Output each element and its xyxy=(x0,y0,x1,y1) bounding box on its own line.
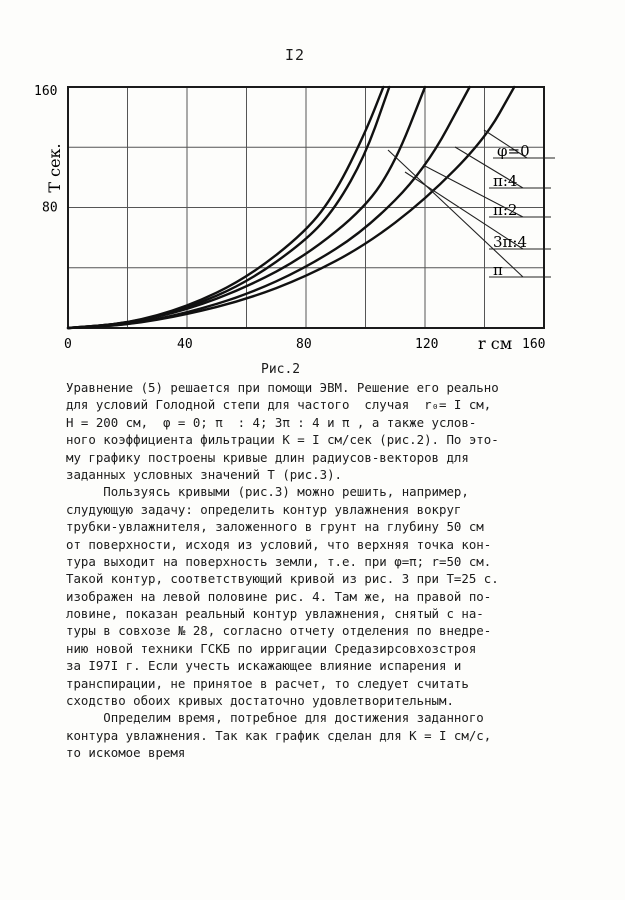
text-line: ловине, показан реальный контур увлажнения, снятый с на- xyxy=(66,606,484,622)
curve-label: π:2 xyxy=(493,201,518,219)
y-tick-label: 80 xyxy=(42,200,58,216)
text-line: трубки-увлажнителя, заложенного в грунт на глубину 50 см xyxy=(66,519,484,535)
curve-label: π xyxy=(493,261,503,279)
x-tick-labels xyxy=(64,337,545,352)
x-tick-label: 80 xyxy=(296,337,312,352)
text-line: контура увлажнения. Так как график сделан для К = I см/с, xyxy=(66,727,492,743)
text-line: для условий Голодной степи для частого случая r₀= I см, xyxy=(66,397,492,413)
text-line: за I97I г. Если учесть искажающее влияние испарения и xyxy=(66,658,462,674)
text-line: Уравнение (5) решается при помощи ЭВМ. Решение его реально xyxy=(66,380,499,395)
x-tick-label: 160 xyxy=(522,337,546,352)
page-number: I2 xyxy=(285,46,306,64)
chart-grid xyxy=(68,87,544,328)
x-tick-label: 120 xyxy=(415,337,439,352)
curve-label: π:4 xyxy=(493,172,518,190)
y-tick-label: 160 xyxy=(34,84,58,99)
text-line: заданных условных значений Т (рис.3). xyxy=(66,466,343,482)
text-line: тура выходит на поверхность земли, т.е. при φ=π; r=50 см. xyxy=(66,553,492,569)
text-line: Пользуясь кривыми (рис.3) можно решить, например, xyxy=(66,484,469,500)
text-line: от поверхности, исходя из условий, что верхняя точка кон- xyxy=(66,536,492,552)
text-line: туры в совхозе № 28, согласно отчету отделения по внедре- xyxy=(66,623,492,639)
figure-2-chart xyxy=(0,0,625,370)
text-line: ного коэффициента фильтрации К = I см/сек (рис.2). По это- xyxy=(66,432,499,448)
curve-label: 3π:4 xyxy=(493,233,527,251)
curve-label: φ=0 xyxy=(497,142,530,160)
text-line: слудующую задачу: определить контур увлажнения вокруг xyxy=(66,501,462,517)
y-axis-label: T сек. xyxy=(45,143,64,193)
text-line: то искомое время xyxy=(66,745,186,761)
text-line: сходство обоих кривых достаточно удовлетворительным. xyxy=(66,693,454,709)
text-line: му графику построены кривые длин радиусов-векторов для xyxy=(66,449,469,465)
x-axis-label: r см xyxy=(478,334,513,353)
text-line: Определим время, потребное для достижения заданного xyxy=(66,710,484,726)
text-line: изображен на левой половине рис. 4. Там же, на правой по- xyxy=(66,588,492,604)
figure-caption: Рис.2 xyxy=(261,362,301,377)
text-line: транспирации, не принятое в расчет, то следует считать xyxy=(66,675,469,691)
x-tick-label: 0 xyxy=(64,337,72,352)
text-line: Такой контур, соответствующий кривой из рис. 3 при Т=25 с. xyxy=(66,571,499,587)
text-line: нию новой техники ГСКБ по ирригации Средазирсовхозстроя xyxy=(66,640,477,656)
curve-labels xyxy=(493,142,530,279)
text-line: Н = 200 см, φ = 0; π : 4; 3π : 4 и π , а также услов- xyxy=(66,414,477,430)
body-text xyxy=(66,379,556,762)
x-tick-label: 40 xyxy=(177,337,193,352)
